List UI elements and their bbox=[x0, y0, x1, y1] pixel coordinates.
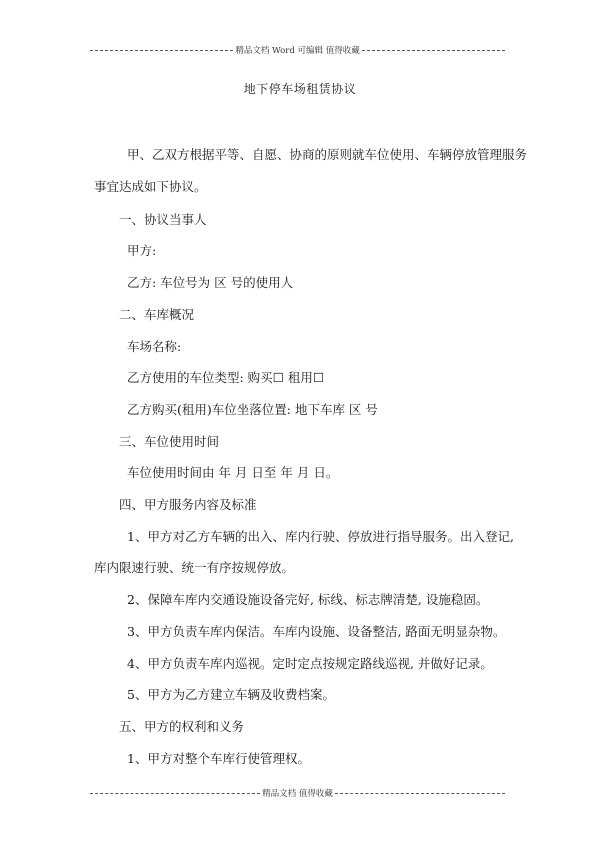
header-mark: 精品文档 Word 可编辑 值得收藏 bbox=[235, 46, 360, 56]
body-line: 车场名称: bbox=[127, 339, 182, 354]
body-line: 库内限速行驶、统一有序按规停放。 bbox=[94, 560, 295, 575]
body-line: 乙方使用的车位类型: 购买☐ 租用☐ bbox=[127, 370, 325, 385]
body-line: 乙方: 车位号为 区 号的使用人 bbox=[127, 275, 294, 290]
body-line: 3、甲方负责车库内保洁。车库内设施、设备整洁, 路面无明显杂物。 bbox=[127, 624, 506, 639]
section-heading: 一、协议当事人 bbox=[119, 212, 207, 227]
body-line: 乙方购买(租用)车位坐落位置: 地下车库 区 号 bbox=[127, 402, 378, 417]
body-line: 车位使用时间由 年 月 日至 年 月 日。 bbox=[127, 465, 339, 480]
body-line: 2、保障车库内交通设施设备完好, 标线、标志牌清楚, 设施稳固。 bbox=[127, 592, 489, 607]
header-dash-right bbox=[362, 50, 505, 51]
footer-dash-left bbox=[90, 793, 260, 794]
body-line: 事宜达成如下协议。 bbox=[94, 179, 207, 194]
body-line: 甲方: bbox=[127, 243, 157, 258]
page-footer bbox=[90, 787, 505, 799]
header-dash-left bbox=[90, 50, 233, 51]
body-line: 1、甲方对整个车库行使管理权。 bbox=[127, 751, 310, 766]
section-heading: 五、甲方的权利和义务 bbox=[119, 719, 245, 734]
section-heading: 四、甲方服务内容及标准 bbox=[119, 497, 257, 512]
footer-dash-right bbox=[335, 793, 505, 794]
page-header bbox=[90, 44, 505, 56]
body-line: 5、甲方为乙方建立车辆及收费档案。 bbox=[127, 687, 335, 702]
body-line: 4、甲方负责车库内巡视。定时定点按规定路线巡视, 并做好记录。 bbox=[127, 656, 493, 671]
document-title: 地下停车场租赁协议 bbox=[243, 82, 357, 96]
section-heading: 二、车库概况 bbox=[119, 307, 195, 322]
section-heading: 三、车位使用时间 bbox=[119, 434, 220, 449]
footer-mark: 精品文档 值得收藏 bbox=[262, 789, 333, 799]
body-line: 甲、乙双方根据平等、自愿、协商的原则就车位使用、车辆停放管理服务 bbox=[127, 147, 528, 162]
body-line: 1、甲方对乙方车辆的出入、库内行驶、停放进行指导服务。出入登记, bbox=[127, 529, 514, 544]
